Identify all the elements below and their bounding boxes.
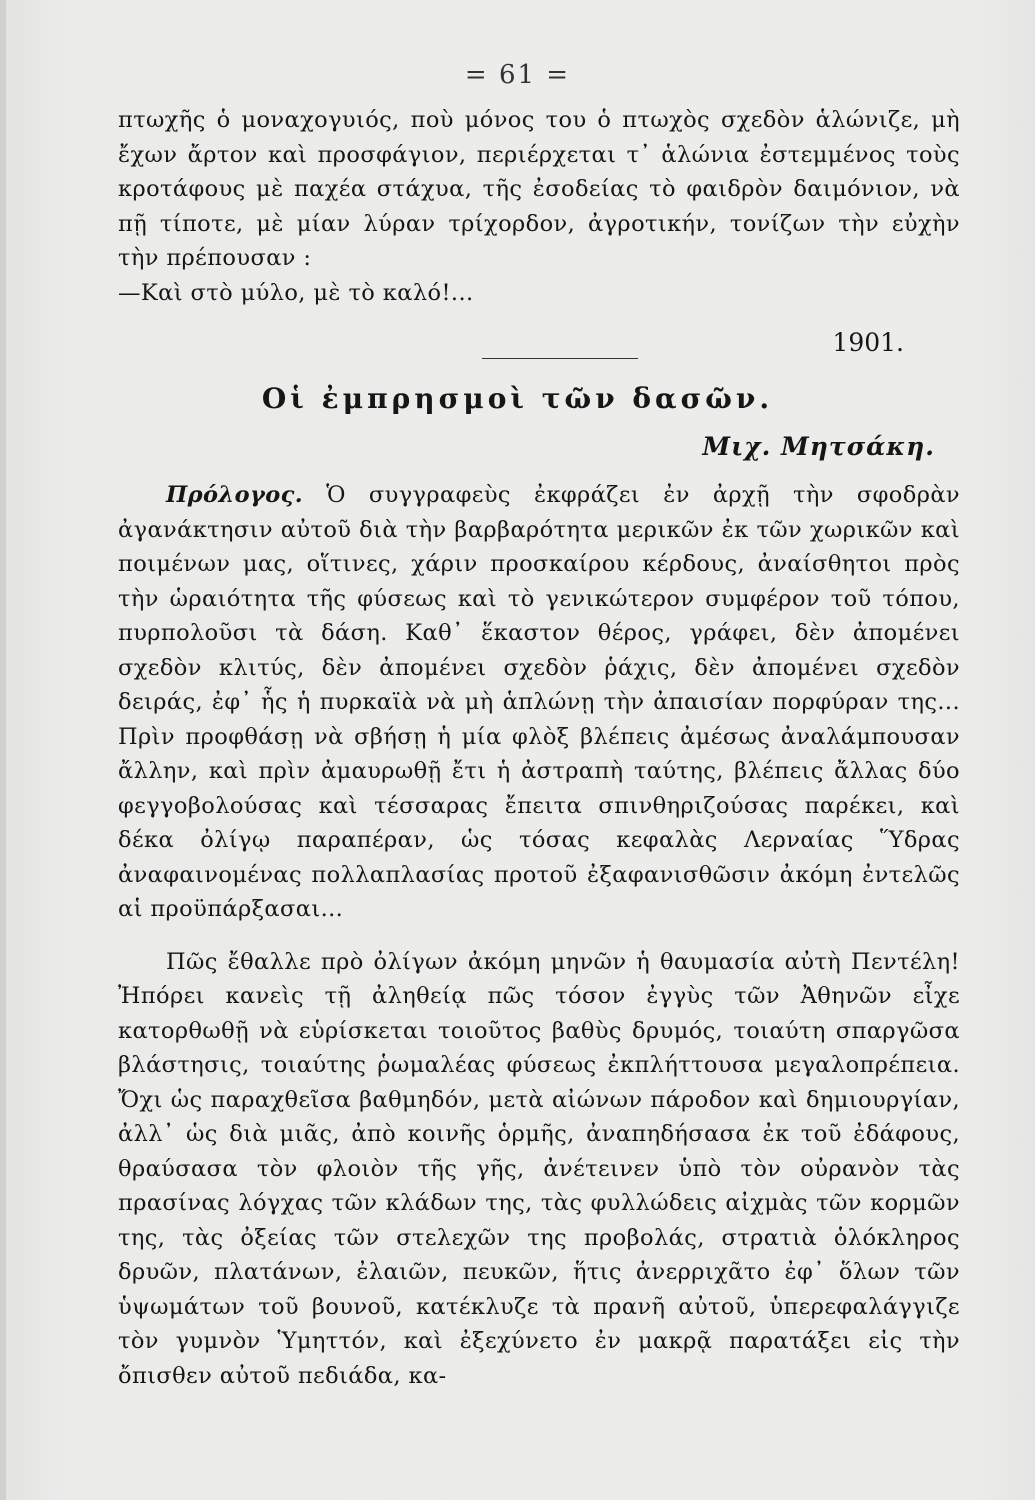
prologue-paragraph (118, 478, 960, 927)
opening-text-block (118, 103, 960, 310)
date-label: 1901. (832, 328, 904, 357)
page-number: = 61 = (464, 60, 571, 90)
page-spine-shadow (0, 0, 6, 1500)
second-paragraph: Πῶς ἔθαλλε πρὸ ὀλίγων ἀκόμη μηνῶν ἡ θαυμασία αὐτὴ Πεντέλη! Ἠπόρει κανεὶς τῇ ἀληθείᾳ πῶς τόσον ἐγγὺς τῶν Ἀθηνῶν εἶχε κατορθωθῇ νὰ εὑρίσκεται τοιοῦτος βαθὺς δρυμός, τοιαύτη σπαργῶσα βλάστησις, τοιαύτης ῥωμαλέας φύσεως ἐκπλήττουσα μεγαλοπρέπεια. Ὄχι ὡς παραχθεῖσα βαθμηδόν, μετὰ αἰώνων πάροδον καὶ δημιουργίαν, ἀλλ᾽ ὡς διὰ μιᾶς, ἀπὸ κοινῆς ὁρμῆς, ἀναπηδήσασα ἐκ τοῦ ἐδάφους, θραύσασα τὸν φλοιὸν τῆς γῆς, ἀνέτεινεν ὑπὸ τὸν οὐρανὸν τὰς πρασίνας λόγχας τῶν κλάδων της, τὰς φυλλώδεις αἰχμὰς τῶν κορμῶν της, τὰς ὀξείας τῶν στελεχῶν της προβολάς, στρατιὰ ὁλόκληρος δρυῶν, πλατάνων, ἐλαιῶν, πευκῶν, ἥτις ἀνερριχᾶτο ἐφ᾽ ὅλων τῶν ὑψωμάτων τοῦ βουνοῦ, κατέκλυζε τὰ πρανῆ αὐτοῦ, ὑπερεφαλάγγιζε τὸν γυμνὸν Ὑμηττόν, καὶ ἐξεχύνετο ἐν μακρᾷ παρατάξει εἰς τὴν ὄπισθεν αὐτοῦ πεδιάδα, κα- (118, 948, 960, 1389)
prologue-text: Ὁ συγγραφεὺς ἐκφράζει ἐν ἀρχῇ τὴν σφοδρὰν ἀγανάκτησιν αὐτοῦ διὰ τὴν βαρβαρότητα μερικῶν ἐκ τῶν χωρικῶν καὶ ποιμένων μας, οἵτινες, χάριν προσκαίρου κέρδους, ἀναίσθητοι πρὸς τὴν ὡραιότητα τῆς φύσεως καὶ τὸ γενικώτερον συμφέρον τοῦ τόπου, πυρπολοῦσι τὰ δάση. Καθ᾽ ἕκαστον θέρος, γράφει, δὲν ἀπομένει σχεδὸν κλιτύς, δὲν ἀπομένει σχεδὸν ῥάχις, δὲν ἀπομένει σχεδὸν δειράς, ἐφ᾽ ἧς ἡ πυρκαϊὰ νὰ μὴ ἁπλώνῃ τὴν ἀπαισίαν πορφύραν της... Πρὶν προφθάσῃ νὰ σβήσῃ ἡ μία φλὸξ βλέπεις ἀμέσως ἀναλάμπουσαν ἄλλην, καὶ πρὶν ἀμαυρωθῇ ἔτι ἡ ἀστραπὴ ταύτης, βλέπεις ἄλλας δύο φεγγοβολούσας καὶ τέσσαρας ἔπειτα σπινθηριζούσας παρέκει, καὶ δέκα ὀλίγῳ παραπέραν, ὡς τόσας κεφαλὰς Λερναίας Ὕδρας ἀναφαινομένας πολλαπλασίας προτοῦ ἐξαφανισθῶσιν ἀκόμη ἐντελῶς αἱ προϋπάρξασαι... (118, 482, 960, 922)
article-title: Οἱ ἐμπρησμοὶ τῶν δασῶν. (261, 382, 774, 415)
prologue-label: Πρόλογος. (166, 482, 304, 508)
section-end (118, 328, 960, 368)
section-divider-rule (482, 358, 638, 359)
author-name: Μιχ. Μητσάκη. (702, 432, 935, 461)
closing-line: —Καὶ στὸ μύλο, μὲ τὸ καλό!... (118, 279, 474, 306)
opening-paragraph: πτωχῆς ὁ μοναχογυιός, ποὺ μόνος του ὁ πτωχὸς σχεδὸν ἁλώνιζε, μὴ ἔχων ἄρτον καὶ προσφάγιον, περιέρχεται τ᾽ ἁλώνια ἐστεμμένος τοὺς κροτάφους μὲ παχέα στάχυα, τῆς ἐσοδείας τὸ φαιδρὸν δαιμόνιον, νὰ πῇ τίποτε, μὲ μίαν λύραν τρίχορδον, ἀγροτικήν, τονίζων τὴν εὐχὴν τὴν πρέπουσαν : (118, 107, 960, 271)
main-text-block (118, 478, 960, 1393)
